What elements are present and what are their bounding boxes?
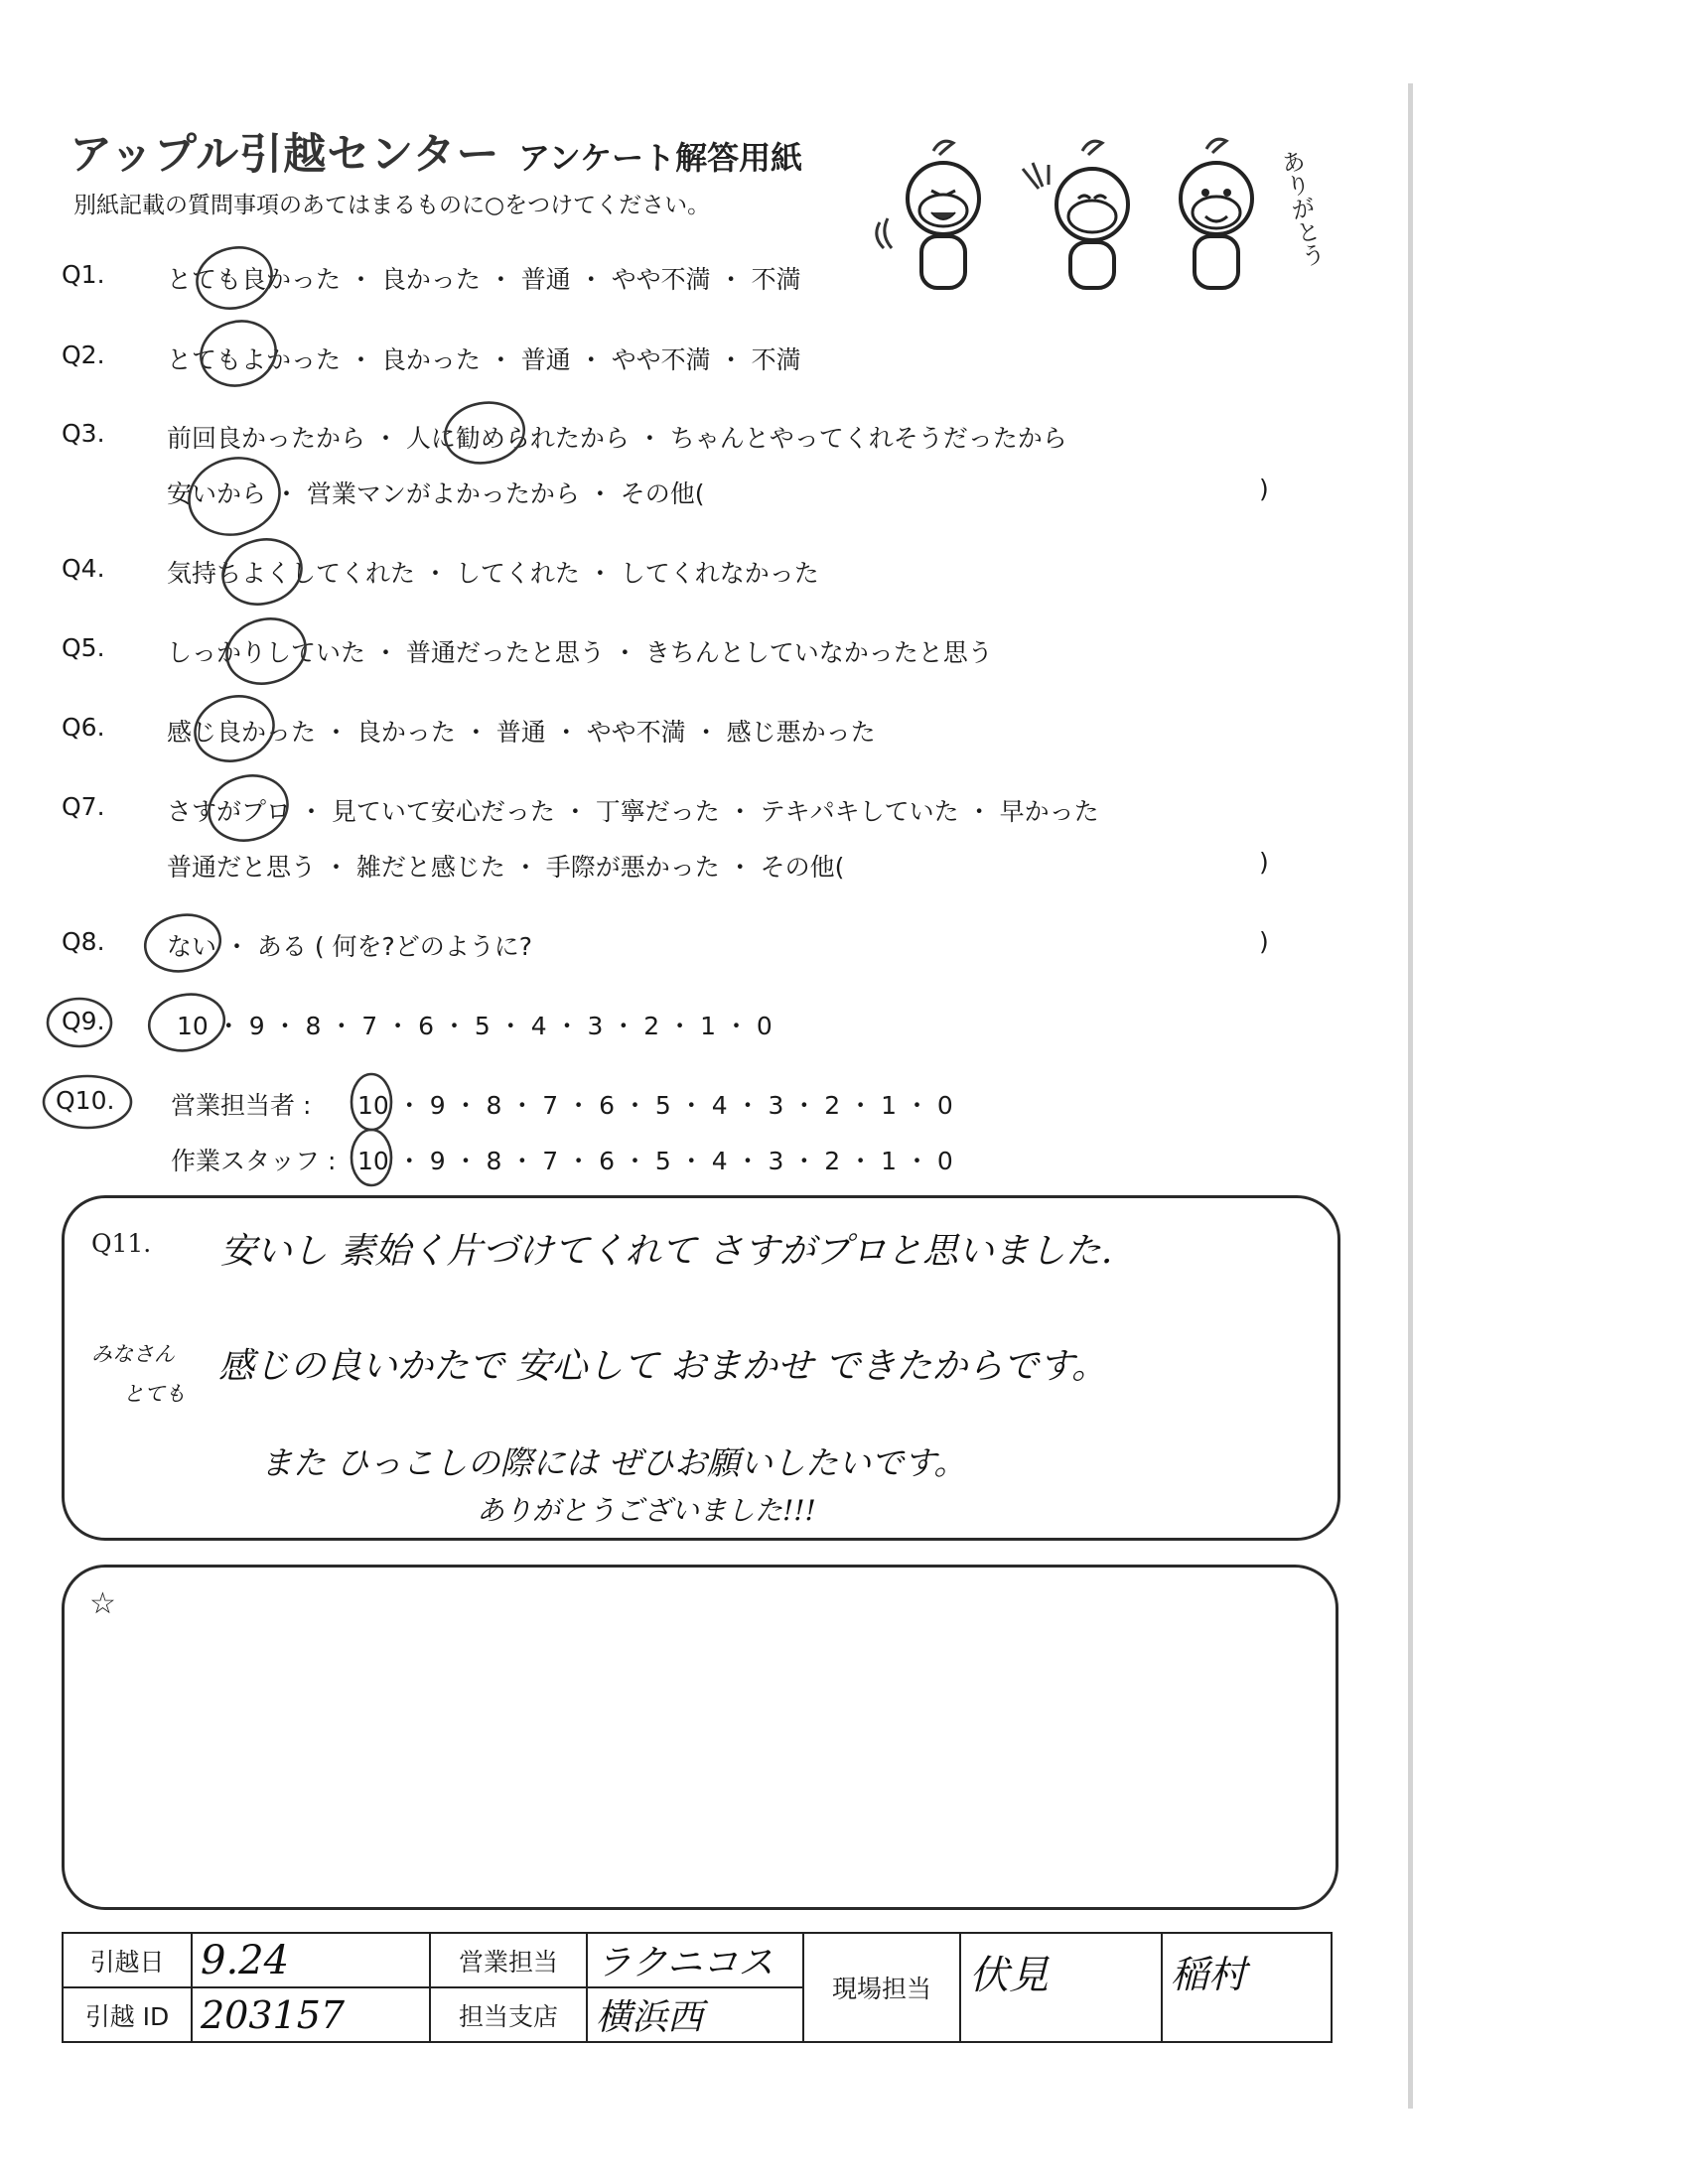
form-subtitle: アンケート解答用紙 xyxy=(518,139,803,177)
move-date-value: 9.24 xyxy=(192,1933,430,1987)
q2-options: とてもよかった ・ 良かった ・ 普通 ・ やや不満 ・ 不満 xyxy=(167,345,801,374)
move-id-value: 203157 xyxy=(192,1987,430,2042)
mascot-caption: ありがとう xyxy=(1274,147,1328,270)
q11-handwritten-line2: 感じの良いかたで 安心して おまかせ できたからです。 xyxy=(218,1346,1108,1387)
branch-value: 横浜西 xyxy=(587,1987,803,2042)
q10-staff-scale: 10 ・ 9 ・ 8 ・ 7 ・ 6 ・ 5 ・ 4 ・ 3 ・ 2 ・ 1 ・ 0 xyxy=(357,1147,953,1175)
q11-handwritten-aside-bottom: とても xyxy=(123,1382,186,1406)
star-icon: ☆ xyxy=(89,1586,116,1621)
branch-label: 担当支店 xyxy=(430,1987,587,2042)
site-staff-label: 現場担当 xyxy=(803,1933,960,2042)
q10-label: Q10. xyxy=(56,1086,115,1115)
sales-rep-label: 営業担当 xyxy=(430,1933,587,1987)
q10-sales-scale: 10 ・ 9 ・ 8 ・ 7 ・ 6 ・ 5 ・ 4 ・ 3 ・ 2 ・ 1 ・ 0 xyxy=(357,1091,953,1120)
q5-options: しっかりしていた ・ 普通だったと思う ・ きちんとしていなかったと思う xyxy=(167,638,993,667)
mascot-giggling xyxy=(1023,141,1128,288)
q9-label: Q9. xyxy=(62,1007,105,1035)
q7-close-paren: ) xyxy=(1259,848,1269,877)
mascot-laughing xyxy=(877,141,979,288)
q3-label: Q3. xyxy=(62,419,105,448)
q8-options: ない ・ ある ( 何を?どのように? xyxy=(167,932,533,961)
q2-label: Q2. xyxy=(62,341,105,369)
site-staff-value-1: 伏見 xyxy=(960,1933,1162,2042)
instruction-text: 別紙記載の質問事項のあてはまるものに○をつけてください。 xyxy=(73,193,711,218)
company-title: アップル引越センター xyxy=(70,130,500,180)
mascot-illustration xyxy=(874,129,1331,308)
site-staff-value-2: 稲村 xyxy=(1162,1933,1332,2042)
q1-label: Q1. xyxy=(62,260,105,289)
q11-handwritten-line1: 安いし 素始く片づけてくれて さすがプロと思いました. xyxy=(220,1231,1113,1272)
q11-handwritten-line4: ありがとうございました!!! xyxy=(477,1494,816,1527)
q10-sales-label: 営業担当者 : xyxy=(171,1091,312,1120)
q9-scale: 10 ・ 9 ・ 8 ・ 7 ・ 6 ・ 5 ・ 4 ・ 3 ・ 2 ・ 1 ・ 0 xyxy=(177,1012,773,1040)
mascot-smiling xyxy=(1181,139,1252,288)
page-edge xyxy=(1408,83,1413,2109)
move-id-label: 引越 ID xyxy=(63,1987,192,2042)
move-info-table xyxy=(62,1932,1333,2043)
q7-options-line2: 普通だと思う ・ 雑だと感じた ・ 手際が悪かった ・ その他( xyxy=(167,853,845,882)
q1-options: とても良かった ・ 良かった ・ 普通 ・ やや不満 ・ 不満 xyxy=(167,265,801,294)
q7-label: Q7. xyxy=(62,792,105,821)
q4-options: 気持ちよくしてくれた ・ してくれた ・ してくれなかった xyxy=(167,559,819,588)
q6-label: Q6. xyxy=(62,713,105,742)
sales-rep-value: ラクニコス xyxy=(587,1933,803,1987)
q5-label: Q5. xyxy=(62,633,105,662)
q3-options-line1: 前回良かったから ・ 人に勧められたから ・ ちゃんとやってくれそうだったから xyxy=(167,424,1067,453)
q11-handwritten-line3: また ひっこしの際には ぜひお願いしたいです。 xyxy=(260,1443,967,1482)
q7-options-line1: さすがプロ ・ 見ていて安心だった ・ 丁寧だった ・ テキパキしていた ・ 早かった xyxy=(167,797,1099,826)
q6-options: 感じ良かった ・ 良かった ・ 普通 ・ やや不満 ・ 感じ悪かった xyxy=(167,718,876,747)
q10-staff-label: 作業スタッフ : xyxy=(171,1147,337,1175)
free-comment-box xyxy=(62,1565,1338,1910)
q3-close-paren: ) xyxy=(1259,475,1269,503)
q11-handwritten-aside-top: みなさん xyxy=(91,1342,175,1366)
move-date-label: 引越日 xyxy=(63,1933,192,1987)
q4-label: Q4. xyxy=(62,554,105,583)
q11-label: Q11. xyxy=(91,1229,152,1258)
q3-options-line2: 安いから ・ 営業マンがよかったから ・ その他( xyxy=(167,479,705,508)
q8-close-paren: ) xyxy=(1259,927,1269,956)
q8-label: Q8. xyxy=(62,927,105,956)
